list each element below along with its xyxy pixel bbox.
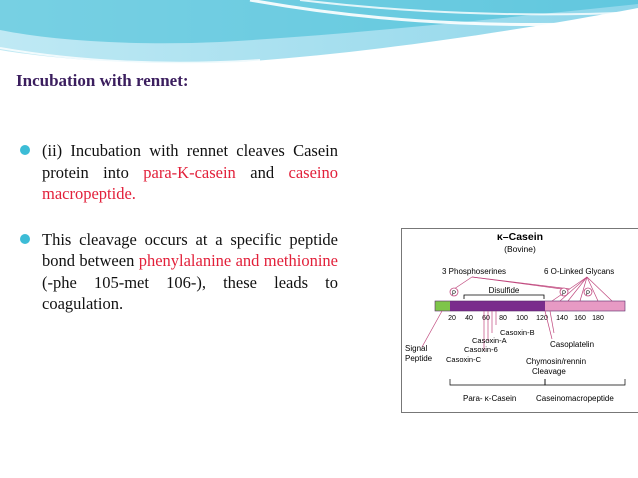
chymosin-label: Chymosin/rennin: [526, 357, 587, 366]
tick-label: 80: [499, 315, 507, 322]
para-kappa-casein-segment: [450, 301, 545, 311]
glycans-label: 6 O-Linked Glycans: [544, 267, 615, 276]
tick-label: 100: [516, 315, 528, 322]
para-casein-bracket: [450, 379, 545, 385]
bullet-text: and: [235, 162, 289, 182]
bullet-item-2: [20, 229, 338, 315]
phosphoserines-label: 3 Phosphoserines: [442, 267, 507, 276]
disulfide-bracket: [464, 295, 544, 299]
chymosin-label-2: Cleavage: [532, 367, 566, 376]
highlight-amino-acids: phenylalanine and methionine: [138, 251, 338, 270]
tick-label: 140: [556, 315, 568, 322]
residue-ticks: [448, 315, 604, 322]
svg-text:P: P: [451, 291, 457, 297]
signal-peptide-label: Signal: [405, 344, 428, 353]
diagram-title: κ–Casein: [496, 231, 544, 243]
tick-label: 180: [592, 315, 604, 322]
macropeptide-label: Caseinomacropeptide: [536, 394, 614, 403]
bullet-icon: [20, 234, 30, 244]
casoplatelin-label: Casoplatelin: [550, 340, 595, 349]
bullet-item-1: [20, 140, 338, 205]
tick-label: 60: [482, 315, 490, 322]
tick-label: 160: [574, 315, 586, 322]
svg-text:P: P: [585, 291, 591, 297]
signal-peptide-label-2: Peptide: [405, 354, 433, 363]
highlight-caseino-macropeptide: caseino macropeptide.: [42, 162, 338, 203]
tick-label: 120: [536, 315, 548, 322]
macropeptide-bracket: [545, 379, 625, 385]
svg-text:P: P: [561, 291, 567, 297]
tick-label: 40: [465, 315, 473, 322]
bullet-icon: [20, 145, 30, 155]
casoxin-c-label: Casoxin-C: [446, 355, 482, 364]
signal-peptide-segment: [435, 301, 450, 311]
slide-title: Incubation with rennet:: [16, 71, 189, 90]
casoxin-b-label: Casoxin-B: [500, 328, 535, 337]
bullet-text: (-phe 105-met 106-), these leads to coagulation.: [42, 272, 338, 313]
bullet-text: (ii) Incubation with rennet cleaves Casein protein into: [42, 141, 338, 182]
phosphate-markers: [450, 288, 592, 297]
casoxin-6-label: Casoxin-6: [464, 345, 498, 354]
header-wave-decoration: [0, 0, 638, 70]
bullet-text: This cleavage occurs at a specific peptide bond between: [42, 229, 338, 270]
diagram-subtitle: (Bovine): [504, 244, 536, 254]
casoxin-a-label: Casoxin-A: [472, 336, 507, 345]
highlight-para-k-casein: para-K-casein: [143, 162, 236, 182]
macropeptide-segment: [545, 301, 625, 311]
disulfide-label: Disulfide: [488, 286, 520, 295]
bullet-list: [20, 140, 338, 339]
kappa-casein-diagram: [401, 228, 638, 413]
para-casein-label: Para- κ-Casein: [463, 394, 517, 403]
tick-label: 20: [448, 315, 456, 322]
